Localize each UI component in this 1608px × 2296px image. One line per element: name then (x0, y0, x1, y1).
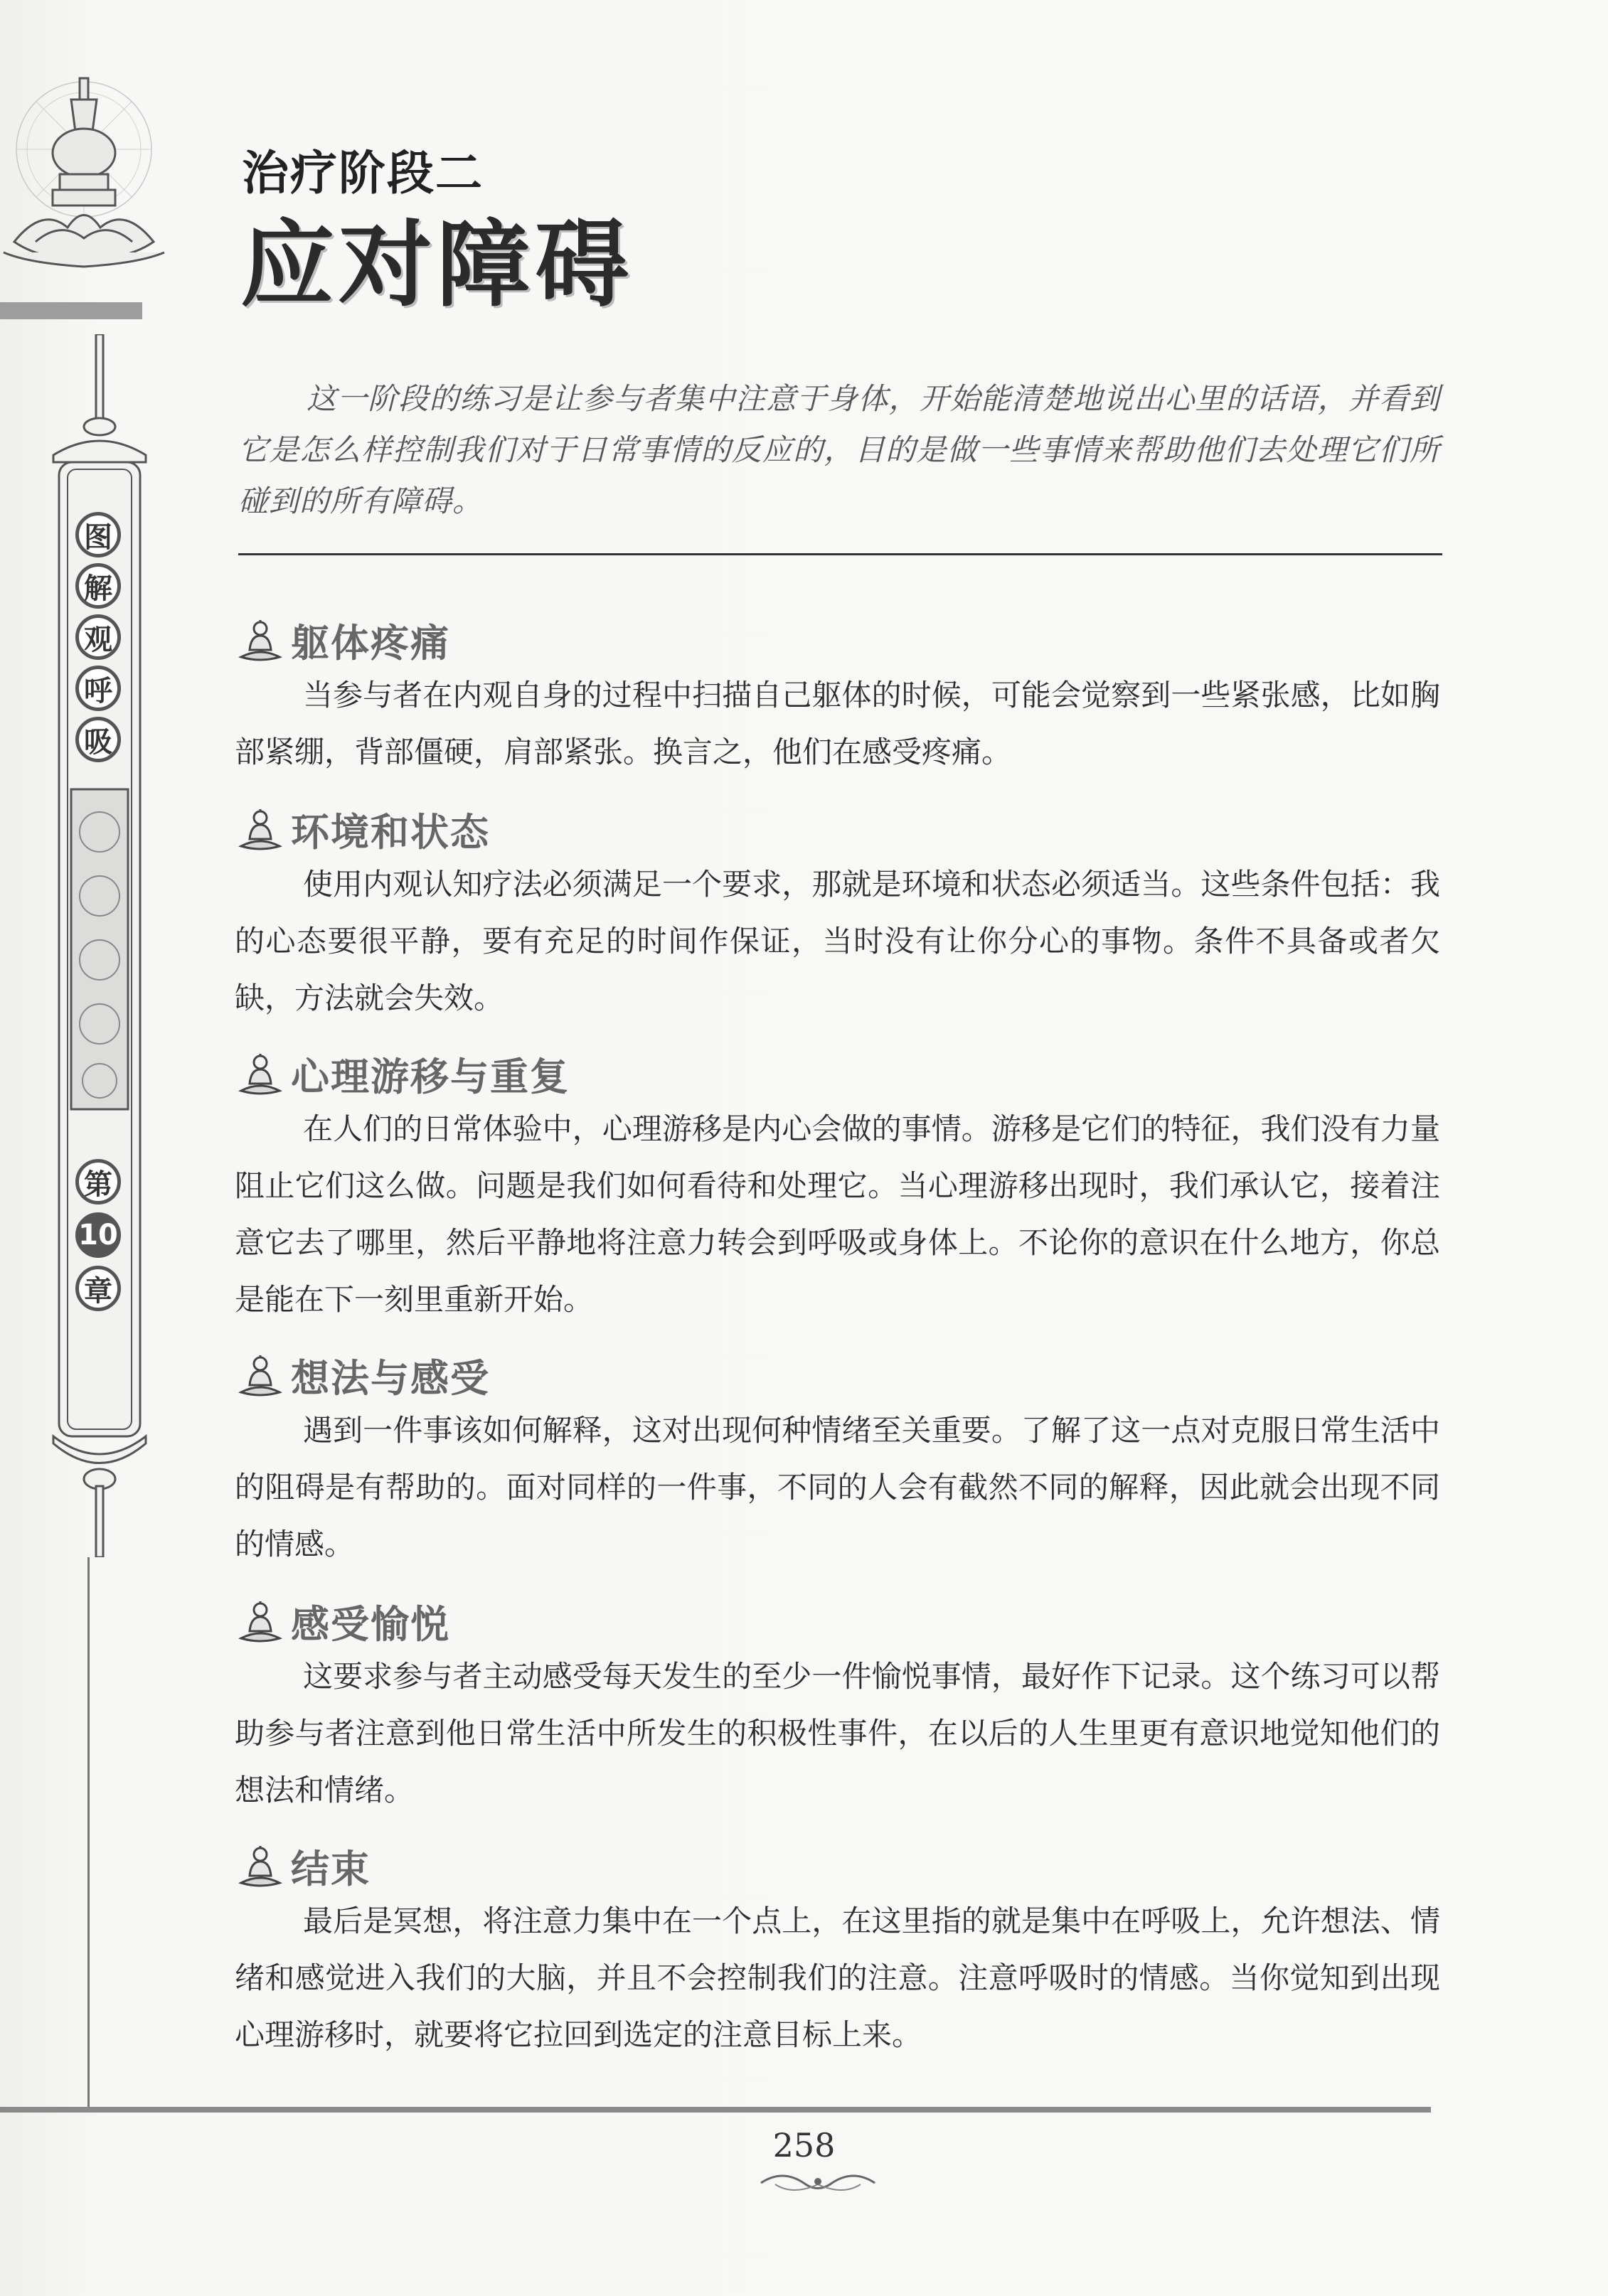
section-title: 躯体疼痛 (291, 620, 450, 666)
footer-rule (0, 2107, 1431, 2113)
section-title: 心理游移与重复 (291, 1054, 570, 1099)
section-body: 遇到一件事该如何解释，这对出现何种情绪至关重要。了解了这一点对克服日常生活中的阻碍是有帮助的。面对同样的一件事，不同的人会有截然不同的解释，因此就会出现不同的情感。 (235, 1413, 1440, 1561)
section-title: 感受愉悦 (291, 1601, 450, 1647)
section-heading (238, 1839, 371, 1894)
section-heading (238, 613, 450, 668)
seated-buddha-icon (238, 1600, 282, 1644)
divider (238, 553, 1442, 555)
seated-buddha-icon (238, 1052, 282, 1096)
section-heading (238, 802, 490, 857)
section-body: 当参与者在内观自身的过程中扫描自己躯体的时候，可能会觉察到一些紧张感，比如胸部紧绷，背部僵硬，肩部紧张。换言之，他们在感受疼痛。 (235, 678, 1440, 769)
seated-buddha-icon (238, 808, 282, 852)
book-title-char: 吸 (75, 717, 121, 762)
section-heading (238, 1594, 450, 1649)
section-title: 想法与感受 (291, 1355, 490, 1401)
section-body: 在人们的日常体验中，心理游移是内心会做的事情。游移是它们的特征，我们没有力量阻止它们这么做。问题是我们如何看待和处理它。当心理游移出现时，我们承认它，接着注意它去了哪里，然后平静地将注意力转会到呼吸或身体上。不论你的意识在什么地方，你总是能在下一刻里重新开始。 (235, 1111, 1440, 1317)
intro-paragraph: 这一阶段的练习是让参与者集中注意于身体，开始能清楚地说出心里的话语，并看到它是怎么样控制我们对于日常事情的反应的，目的是做一些事情来帮助他们去处理它们所碰到的所有障碍。 (238, 381, 1440, 518)
section-body: 这要求参与者主动感受每天发生的至少一件愉悦事情，最好作下记录。这个练习可以帮助参与者注意到他日常生活中所发生的积极性事件，在以后的人生里更有意识地觉知他们的想法和情绪。 (235, 1659, 1440, 1808)
chapter-char: 第 (75, 1159, 121, 1205)
stupa-lotus-icon (0, 64, 171, 299)
margin-line (87, 1557, 90, 2112)
section-heading (238, 1348, 490, 1403)
seated-buddha-icon (238, 1844, 282, 1889)
chapter-char: 章 (75, 1266, 121, 1311)
book-title-char: 观 (75, 614, 121, 660)
section-title: 结束 (291, 1846, 371, 1891)
book-title-char: 图 (75, 512, 121, 557)
section-heading (238, 1047, 570, 1101)
chapter-number: 10 (75, 1212, 121, 1258)
section-title: 环境和状态 (291, 809, 490, 855)
seated-buddha-icon (238, 1354, 282, 1398)
section-body: 最后是冥想，将注意力集中在一个点上，在这里指的就是集中在呼吸上，允许想法、情绪和感觉进入我们的大脑，并且不会控制我们的注意。注意呼吸时的情感。当你觉知到出现心理游移时，就要将它拉回到选定的注意目标上来。 (235, 1903, 1440, 2052)
section-body: 使用内观认知疗法必须满足一个要求，那就是环境和状态必须适当。这些条件包括：我的心态要很平静，要有充足的时间作保证，当时没有让你分心的事物。条件不具备或者欠缺，方法就会失效。 (235, 867, 1440, 1015)
book-title-char: 呼 (75, 666, 121, 711)
page-title: 应对障碍 (240, 210, 633, 320)
stage-label: 治疗阶段二 (242, 146, 484, 201)
seated-buddha-icon (238, 619, 282, 663)
header-rule (0, 302, 142, 319)
page-ornament-icon (754, 2169, 882, 2197)
page-number: 258 (772, 2126, 836, 2164)
book-title-char: 解 (75, 563, 121, 609)
